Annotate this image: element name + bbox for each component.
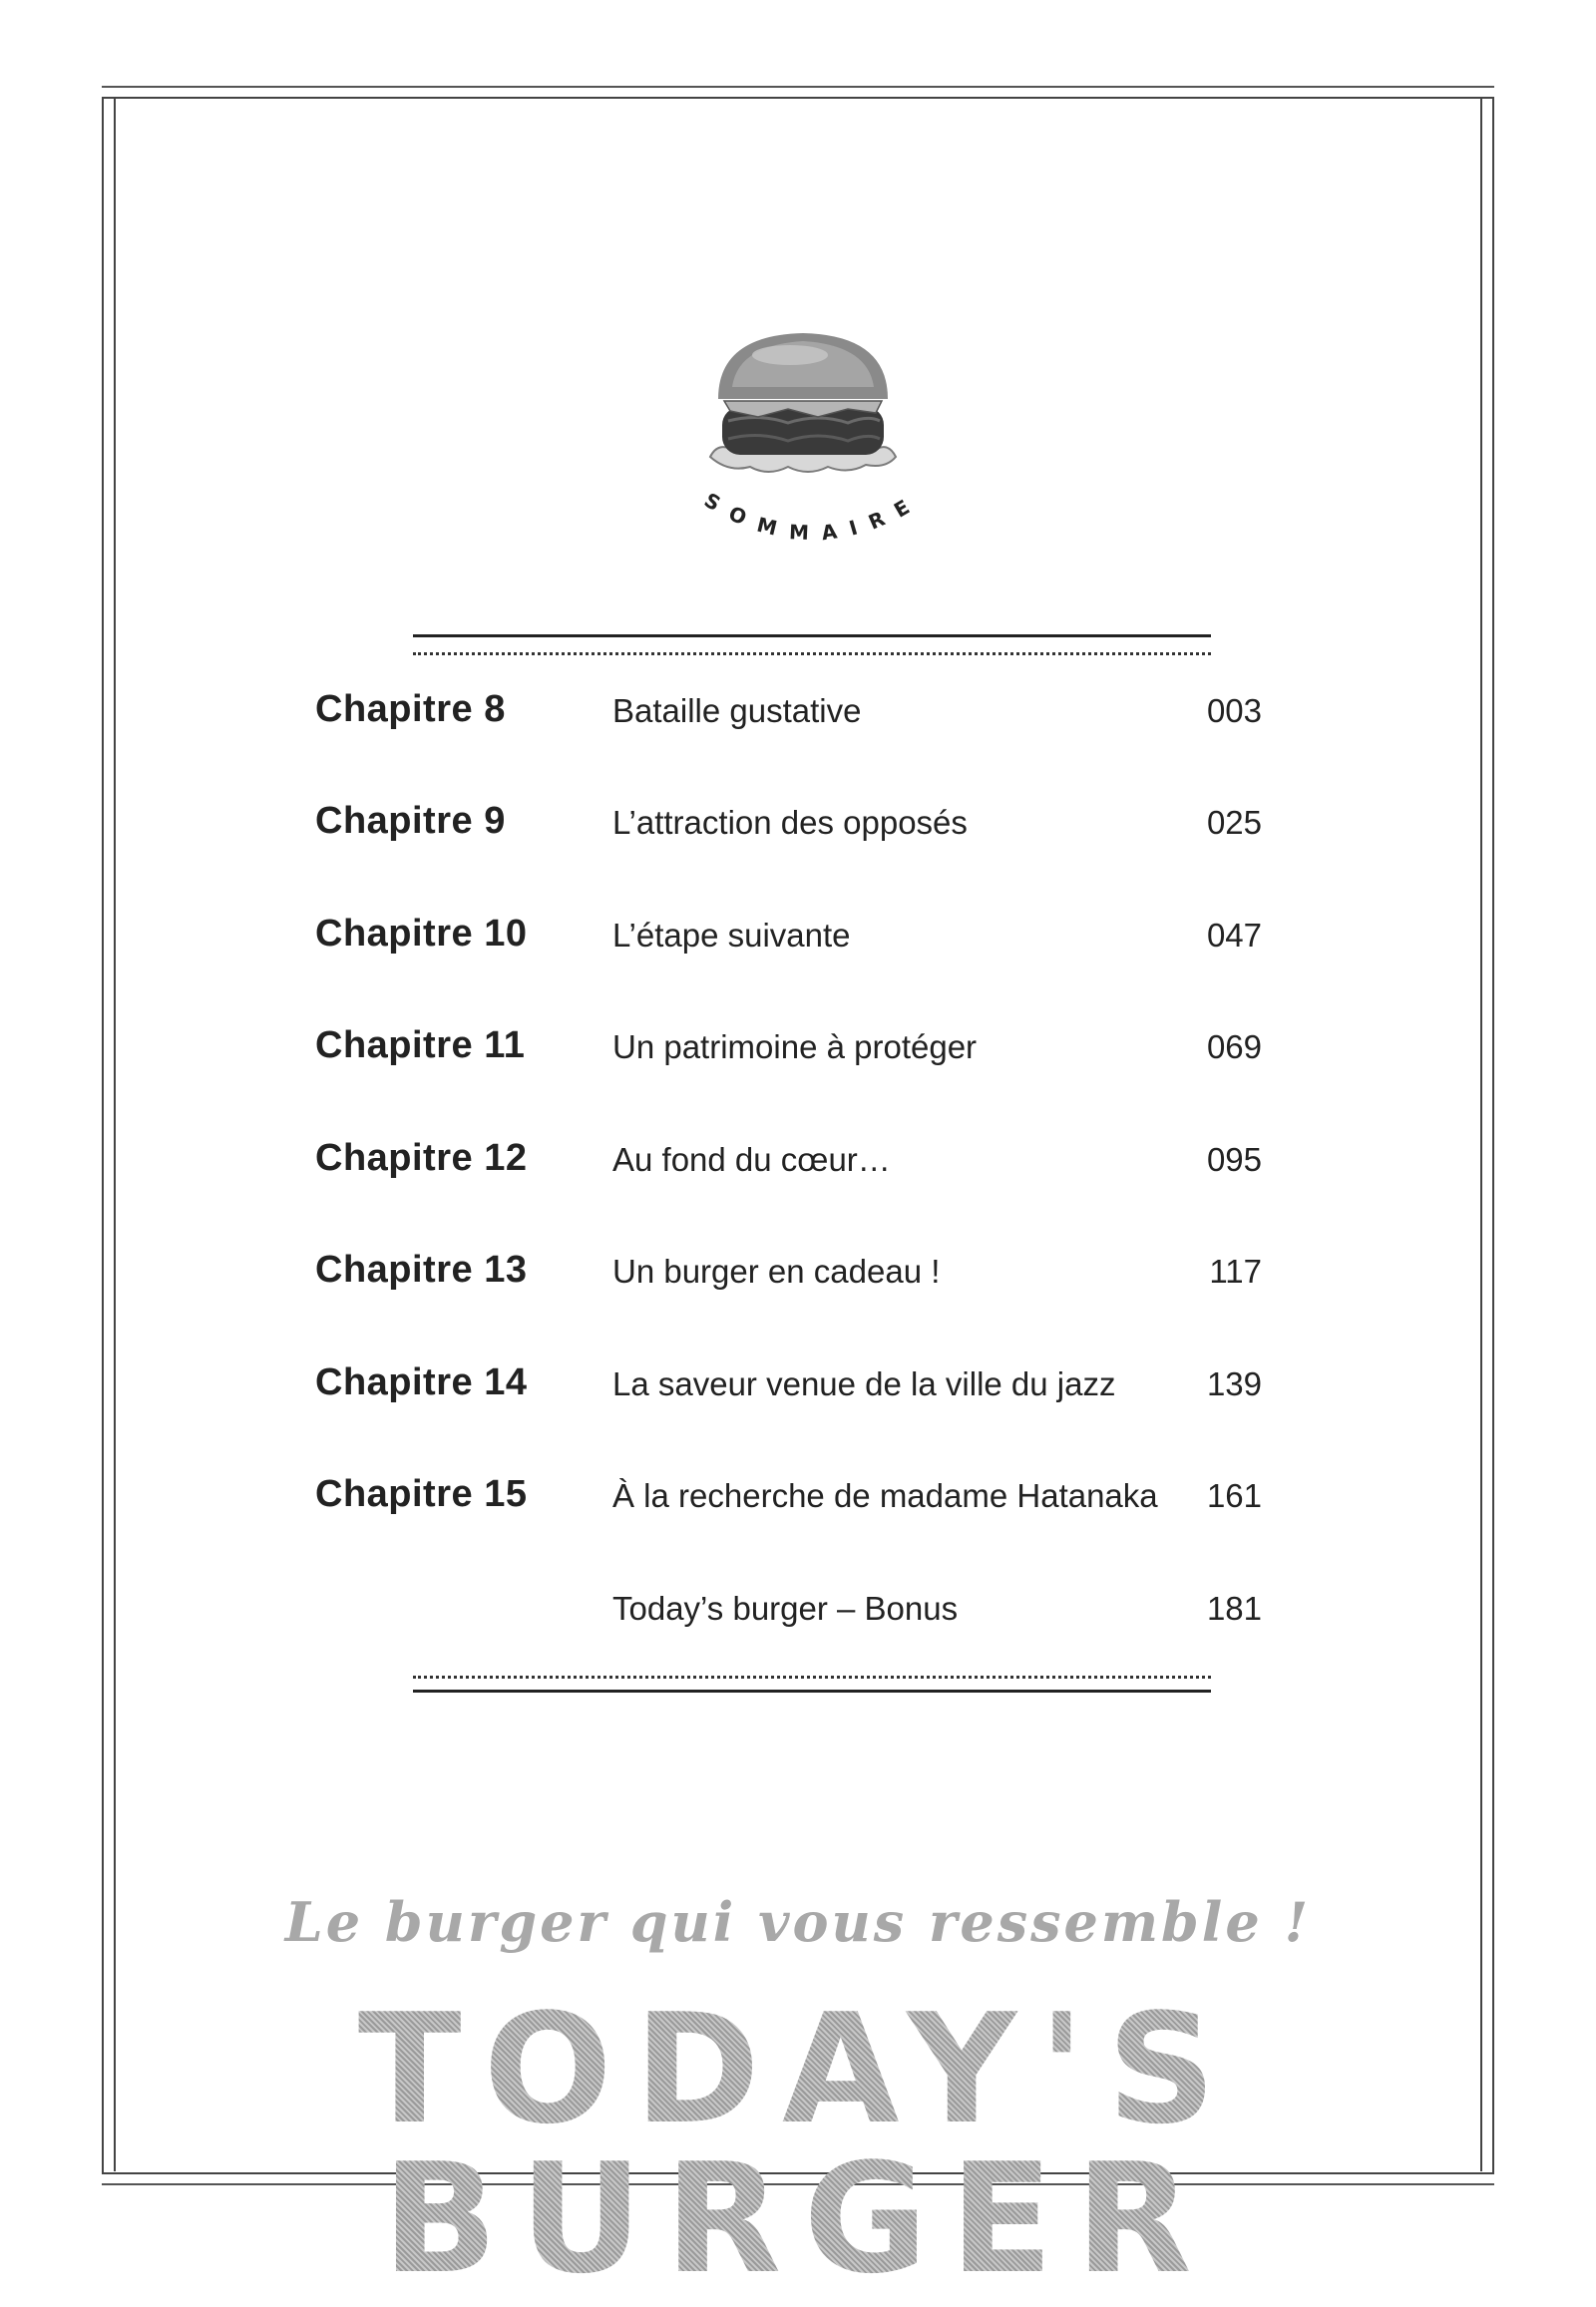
toc-top-rule bbox=[413, 634, 1211, 637]
page-number: 003 bbox=[1206, 692, 1262, 729]
chapter-title: L’attraction des opposés bbox=[612, 804, 968, 841]
chapter-label: Chapitre 13 bbox=[315, 1249, 528, 1291]
page-number: 025 bbox=[1206, 804, 1262, 841]
chapter-title: Today’s burger – Bonus bbox=[612, 1590, 959, 1627]
toc-row[interactable] bbox=[0, 800, 1596, 860]
chapter-label: Chapitre 14 bbox=[315, 1361, 528, 1403]
chapter-title: Un burger en cadeau ! bbox=[612, 1253, 941, 1290]
chapter-label: Chapitre 12 bbox=[315, 1137, 528, 1179]
chapter-title: À la recherche de madame Hatanaka bbox=[612, 1477, 1158, 1514]
section-title bbox=[678, 479, 948, 588]
page-number: 161 bbox=[1206, 1477, 1262, 1514]
toc-row[interactable] bbox=[0, 913, 1596, 972]
chapter-label: Chapitre 9 bbox=[315, 800, 506, 842]
toc-top-dotted-rule bbox=[413, 652, 1211, 655]
toc-row[interactable] bbox=[0, 1137, 1596, 1197]
toc-bottom-rule bbox=[413, 1690, 1211, 1693]
toc-row[interactable] bbox=[0, 1473, 1596, 1533]
chapter-title: La saveur venue de la ville du jazz bbox=[612, 1365, 1116, 1402]
chapter-label: Chapitre 10 bbox=[315, 913, 528, 955]
toc-row[interactable] bbox=[0, 688, 1596, 748]
page-number: 047 bbox=[1206, 917, 1262, 954]
toc-row[interactable] bbox=[0, 1249, 1596, 1309]
chapter-label: Chapitre 11 bbox=[315, 1024, 526, 1066]
toc-row[interactable] bbox=[0, 1024, 1596, 1084]
chapter-title: Un patrimoine à protéger bbox=[612, 1028, 978, 1065]
chapter-title: Au fond du cœur… bbox=[612, 1141, 891, 1178]
chapter-title: Bataille gustative bbox=[612, 692, 862, 729]
page-number: 117 bbox=[1209, 1253, 1262, 1290]
page-number: 095 bbox=[1206, 1141, 1262, 1178]
series-logo: TODAY'S BURGER bbox=[0, 1995, 1596, 2294]
chapter-label: Chapitre 8 bbox=[315, 688, 506, 730]
top-rule bbox=[102, 86, 1494, 88]
toc-row[interactable] bbox=[0, 1586, 1596, 1646]
toc-row[interactable] bbox=[0, 1361, 1596, 1421]
page-number: 181 bbox=[1206, 1590, 1262, 1627]
svg-text:SOMMAIRE: SOMMAIRE bbox=[700, 488, 926, 546]
chapter-label: Chapitre 15 bbox=[315, 1473, 528, 1515]
page-number: 069 bbox=[1206, 1028, 1262, 1065]
tagline: Le burger qui vous ressemble ! bbox=[284, 1890, 1312, 1954]
page-number: 139 bbox=[1206, 1365, 1262, 1402]
chapter-title: L’étape suivante bbox=[612, 917, 851, 954]
toc-bottom-dotted-rule bbox=[413, 1676, 1211, 1679]
burger-icon bbox=[698, 329, 908, 489]
